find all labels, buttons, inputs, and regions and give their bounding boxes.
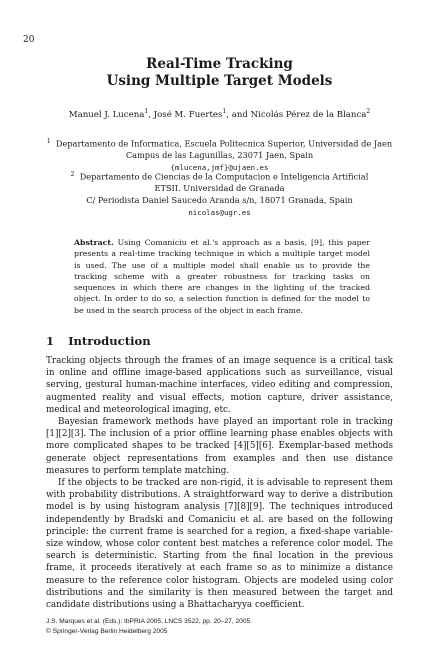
abstract <box>74 237 370 316</box>
publication-footer <box>46 617 252 636</box>
author-affiliation-mark: 1 <box>222 108 227 115</box>
author-list <box>0 108 439 120</box>
author-separator: , <box>148 109 154 120</box>
author-name: José M. Fuertes <box>153 109 223 120</box>
section-title: Introduction <box>68 334 151 348</box>
author-name: Manuel J. Lucena <box>68 109 145 120</box>
affiliation-mark: 2 <box>70 171 75 178</box>
affiliation-2-line-1: $^2$ Departamento de Ciencias de la Computacion e Inteligencia Artificial <box>70 171 369 182</box>
affiliation-1 <box>20 136 419 174</box>
affiliation-1-line-2: Campus de las Lagunillas, 23071 Jaen, Spain <box>125 150 314 161</box>
author-separator: , and <box>226 109 251 120</box>
body-paragraph: Tracking objects through the frames of an image sequence is a critical task in online and offline image-based applications such as surveillance, visual serving, gestural human-machine interfaces, video editing and compression, augmented reality and visual effects, motion capture, driver assistance, medical and meteorological imaging, etc. <box>46 356 393 415</box>
author-affiliation-mark: 1 <box>144 108 149 115</box>
affiliation-1-line-1: $^1$ Departamento de Informatica, Escuela Politecnica Superior, Universidad de Jaen <box>46 138 393 149</box>
paper-title-line-1: Real-Time Tracking <box>146 56 293 72</box>
section-heading <box>46 334 151 348</box>
author-affiliation-mark: 2 <box>366 108 371 115</box>
affiliation-mark: 1 <box>46 138 51 145</box>
affiliation-1-email: {mlucena,jmf}@ujaen.es <box>170 162 269 172</box>
affiliation-2 <box>20 169 419 218</box>
body-text <box>46 355 393 611</box>
affiliation-2-line-2: ETSII. Universidad de Granada <box>154 183 285 194</box>
abstract-label: Abstract. <box>74 238 114 247</box>
affiliation-2-email: nicolas@ugr.es <box>188 207 251 217</box>
paper-title-line-2: Using Multiple Target Models <box>106 73 333 89</box>
author-name: Nicolás Pérez de la Blanca <box>250 109 367 120</box>
body-paragraph: If the objects to be tracked are non-rigid, it is advisable to represent them with probability distributions. A straightforward way to derive a distribution model is by using histogram analysis [7][8][9]. The techniques introduced independently by Bradski and Comaniciu et al. are based on the following principle: the current frame is searched for a region, a fixed-shape variable-size window, whose color content best matches a reference color model. The search is deterministic. Starting from the final location in the previous frame, it proceeds iteratively at each frame so as to minimize a distance measure to the reference color histogram. Objects are modeled using color distributions and the similarity is then measured between the target and candidate distributions using a Bhattacharyya coefficient. <box>46 478 393 611</box>
footer-copyright: © Springer-Verlag Berlin Heidelberg 2005 <box>46 627 168 635</box>
page-number: 20 <box>23 35 35 45</box>
body-paragraph: Bayesian framework methods have played an important role in tracking [1][2][3]. The inclusion of a prior offline learning phase enables objects with more complicated shapes to be tracked [4][5][6]. Exemplar-based methods generate object representations from examples and then use distance measures to perform template matching. <box>46 417 393 476</box>
abstract-text: Using Comaniciu et al.'s approach as a basis, [9], this paper presents a real-time tracking technique in which a multiple target model is used. The use of a multiple model shall enable us to provide the tracking scheme with a greater robustness for tracking tasks on sequences in which there are changes in the lighting of the tracked object. In order to do so, a selection function is defined for the model to be used in the search process of the object in each frame. <box>74 238 370 315</box>
section-number: 1 <box>46 334 55 348</box>
footer-citation: J.S. Marques et al. (Eds.): IbPRIA 2005, LNCS 3522, pp. 20–27, 2005. <box>46 618 252 625</box>
affiliation-2-line-3: C/ Periodista Daniel Saucedo Aranda s/n, 18071 Granada, Spain <box>86 194 353 205</box>
